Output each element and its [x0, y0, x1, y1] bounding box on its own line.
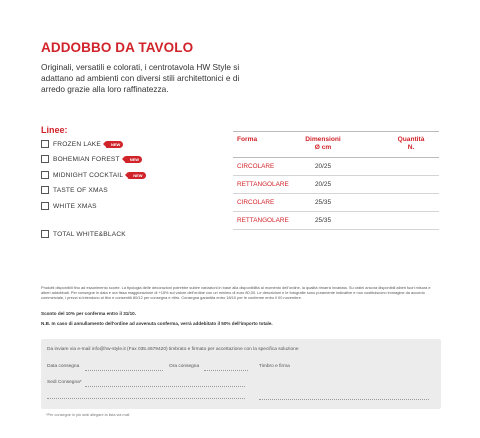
- footnote: *Per consegne in più sedi allegare la lista via mail: [46, 413, 130, 417]
- line-label: BOHEMIAN FOREST: [53, 155, 120, 163]
- disclaimer-text: Prodotti disponibili fino ad esaurimento scorte. La tipologia delle decorazioni potrebbe subire variazioni in base alla disponibilità al momento dell'ordine, la qualità rimarrà invariata. Su ordini ancora disponibili alberi fuori misura e alberi addobbati. Per consegne in data e ora fissa maggiorazione di +15% sul valore dell'ordine con un minimo di euro 80,00. Le descrizioni e le fotografie sono puramente indicative e non costituiscono immagine da accordo commerciale, i prezzi si intendono al litro e consentiti 80/12 per consegna e ritiro. Consegna garantita entro 18/10 per le conferme entro il 00 novembre.: [41, 285, 431, 300]
- table-header: [233, 131, 439, 158]
- line-option-midnight-cocktail[interactable]: [41, 170, 146, 180]
- checkbox[interactable]: [41, 171, 49, 179]
- new-badge: NEW: [128, 172, 145, 179]
- ora-consegna-label: Ora consegna: [169, 364, 200, 369]
- line-label: MIDNIGHT COCKTAIL: [53, 171, 124, 179]
- sedi-consegna-field-line-2[interactable]: [47, 398, 245, 399]
- new-badge: NEW: [106, 141, 123, 148]
- table-row: [233, 158, 439, 176]
- row-forma: RETTANGOLARE: [237, 217, 289, 224]
- row-dimensioni: 20/25: [315, 163, 331, 170]
- ora-consegna-field[interactable]: [204, 370, 248, 371]
- line-option-frozen-lake[interactable]: [41, 139, 123, 149]
- table-row: [233, 176, 439, 194]
- row-dimensioni: 25/35: [315, 217, 331, 224]
- checkbox[interactable]: [41, 155, 49, 163]
- form-instructions: Da inviare via e-mail info@hw-style.it (Fax 035.4679420) timbrato e firmato per accettazione con la specifica soluzione: [47, 347, 299, 352]
- header-forma: Forma: [237, 136, 258, 143]
- line-label: TASTE OF XMAS: [53, 186, 108, 194]
- row-dimensioni: 25/35: [315, 199, 331, 206]
- line-label: WHITE XMAS: [53, 202, 97, 210]
- checkbox[interactable]: [41, 202, 49, 210]
- timbro-firma-field[interactable]: [259, 399, 429, 400]
- table-row: [233, 212, 439, 230]
- checkbox[interactable]: [41, 186, 49, 194]
- sedi-consegna-field[interactable]: [85, 386, 245, 387]
- header-dimensioni-label: Dimensioni: [305, 136, 341, 143]
- line-option-total-white-black[interactable]: [41, 229, 126, 239]
- cancellation-note: N.B. In caso di annullamento dell'ordine ad avvenuta conferma, verrà addebitato il 50% dell'importo totale.: [41, 321, 273, 326]
- checkbox[interactable]: [41, 230, 49, 238]
- checkbox[interactable]: [41, 140, 49, 148]
- row-dimensioni: 20/25: [315, 181, 331, 188]
- line-label: TOTAL WHITE&BLACK: [53, 230, 126, 238]
- order-form: [41, 339, 441, 409]
- row-forma: CIRCOLARE: [237, 163, 275, 170]
- line-option-bohemian-forest[interactable]: [41, 154, 142, 164]
- new-badge: NEW: [125, 156, 142, 163]
- discount-note: Sconto del 10% per conferma entro il 31/10.: [41, 311, 136, 316]
- page-title: ADDOBBO DA TAVOLO: [41, 40, 194, 55]
- order-table: [233, 131, 439, 230]
- header-dimensioni: [295, 136, 351, 152]
- table-row: [233, 194, 439, 212]
- row-forma: CIRCOLARE: [237, 199, 275, 206]
- intro-text: Originali, versatili e colorati, i centrotavola HW Style si adattano ad ambienti con diversi stili architettonici e di arredo grazie alla loro raffinatezza.: [41, 62, 240, 94]
- sedi-consegna-label: Sedi Consegna*: [47, 380, 82, 385]
- linee-heading: Linee:: [41, 125, 68, 135]
- header-quantita-unit: N.: [407, 144, 415, 151]
- data-consegna-field[interactable]: [85, 370, 163, 371]
- header-quantita-label: Quantità: [397, 136, 425, 143]
- line-label: FROZEN LAKE: [53, 140, 101, 148]
- row-forma: RETTANGOLARE: [237, 181, 289, 188]
- line-option-taste-of-xmas[interactable]: [41, 185, 108, 195]
- header-dimensioni-unit: Ø cm: [314, 144, 332, 151]
- timbro-firma-label: Timbro e firma: [259, 364, 290, 369]
- header-quantita: [391, 136, 431, 152]
- data-consegna-label: Data consegna: [47, 364, 80, 369]
- line-option-white-xmas[interactable]: [41, 201, 97, 211]
